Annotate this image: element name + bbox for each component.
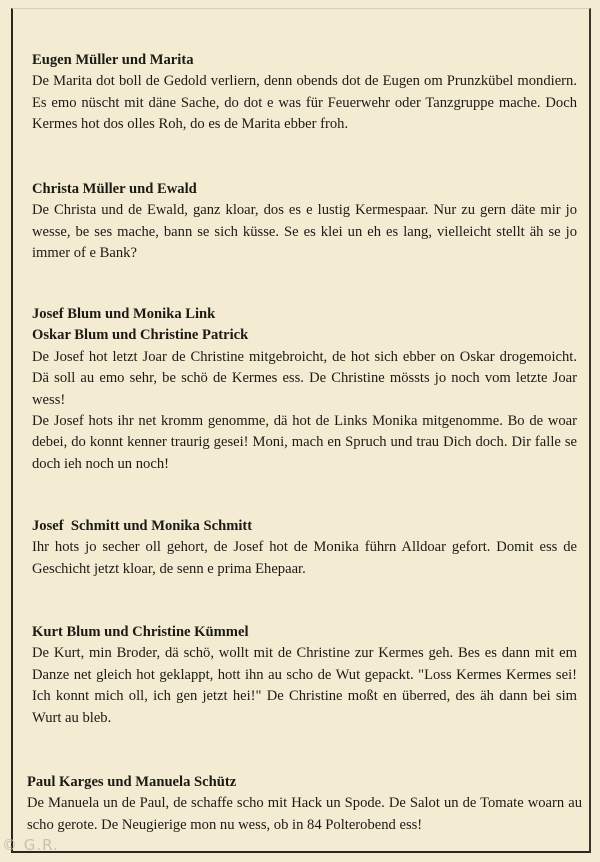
entry-eugen-marita xyxy=(32,50,577,136)
entry-heading: Josef Schmitt und Monika Schmitt xyxy=(32,518,253,534)
entry-paul-manuela xyxy=(27,772,582,836)
entry-heading: Kurt Blum und Christine Kümmel xyxy=(32,624,249,640)
entry-text: De Josef hot letzt Joar de Christine mitgebroicht, de hot sich ebber on Oskar drogemoicht. Dä soll au emo sehr, be schö de Kermes ess. De Christine mössts jo noch vom letzte Joar wess! xyxy=(32,348,577,408)
entry-heading: Paul Karges und Manuela Schütz xyxy=(27,774,237,790)
entry-josef-monika-oskar-christine xyxy=(32,304,577,475)
entry-josef-monika-schmitt xyxy=(32,516,577,580)
entry-text-secondary: De Josef hots ihr net kromm genomme, dä hot de Links Monika mitgenomme. Bo de woar debei, do konnt kenner traurig gesei! Moni, mach en Spruch und trau Dich doch. Dir falle se doch ieh noch un noch! xyxy=(32,413,577,472)
entry-text: De Christa und de Ewald, ganz kloar, dos es e lustig Kermespaar. Nur zu gern däte mir jo wesse, be ses mache, bann se sich küsse. Se es klei un eh es lang, vielleicht stellt äh se jo immer of e Bank? xyxy=(32,202,577,262)
entry-text: De Manuela un de Paul, de schaffe scho mit Hack un Spode. De Salot un de Tomate woarn au scho gerote. De Neugierige mon nu wess, ob in 84 Polterobend ess! xyxy=(27,795,582,833)
entry-heading-secondary: Oskar Blum und Christine Patrick xyxy=(32,327,249,344)
copyright-watermark: © G.R. xyxy=(2,836,59,854)
entry-text: Ihr hots jo secher oll gehort, de Josef hot de Monika führn Alldoar gefort. Domit ess de Geschicht jetzt kloar, de senn e prima Ehepaar. xyxy=(32,539,577,577)
entry-kurt-christine xyxy=(32,622,577,729)
entry-heading: Josef Blum und Monika Link xyxy=(32,306,216,322)
entry-text: De Marita dot boll de Gedold verliern, denn obends dot de Eugen om Prunzkübel mondiern. Es emo nüscht mit däne Sache, do dot e was für Feuerwehr oder Tanzgruppe mache. Doch Kermes hot dos olles Roh, do es de Marita ebber froh. xyxy=(32,73,577,133)
entry-christa-ewald xyxy=(32,179,577,265)
entry-heading: Eugen Müller und Marita xyxy=(32,52,194,68)
entry-heading: Christa Müller und Ewald xyxy=(32,181,197,197)
entry-text: De Kurt, min Broder, dä schö, wollt mit de Christine zur Kermes geh. Bes es dann mit em Danze net gleich hot geklappt, hott ihn au scho de Wut gepackt. "Loss Kermes Kermes sei! Ich konnt mich oll, ich gen jetzt hei!" De Christine moßt en überred, des äh dann bei sim Wurt au bleb. xyxy=(32,645,577,726)
